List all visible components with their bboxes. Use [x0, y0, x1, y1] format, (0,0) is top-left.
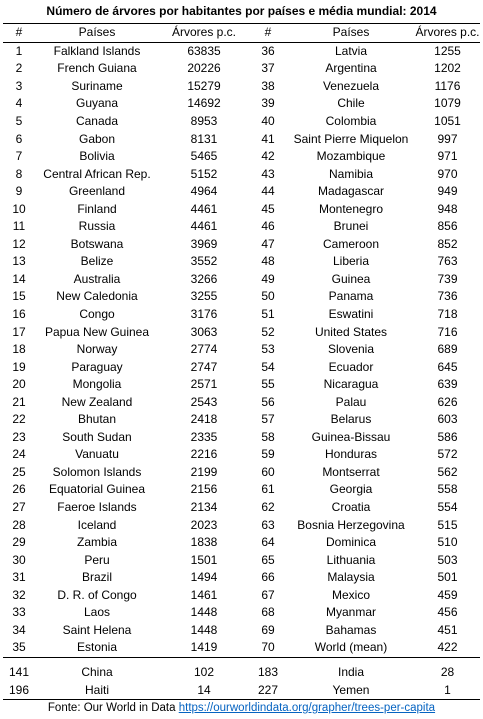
value-cell: 5465 [190, 149, 218, 164]
value-cell: 3255 [190, 289, 218, 304]
rank-cell: 16 [12, 307, 26, 322]
rank-cell: 12 [12, 236, 26, 251]
value-cell: 2199 [190, 464, 218, 479]
value-cell: 1176 [434, 78, 461, 93]
table-row [3, 639, 480, 657]
rank-cell: 33 [12, 605, 26, 620]
country-cell: Papua New Guinea [44, 324, 150, 339]
country-cell: Congo [79, 307, 115, 322]
value-cell: 4461 [190, 219, 218, 234]
value-cell: 456 [437, 605, 458, 620]
table-row [3, 663, 480, 681]
country-cell: Faeroe Islands [57, 500, 137, 515]
value-cell: 4964 [190, 184, 218, 199]
country-cell: Mexico [331, 587, 370, 602]
value-cell: 970 [437, 166, 458, 181]
table-row [3, 516, 480, 534]
country-cell: Central African Rep. [43, 166, 151, 181]
country-cell: Palau [335, 394, 367, 409]
country-cell: Norway [76, 342, 118, 357]
table-row [3, 200, 480, 218]
value-cell: 718 [437, 307, 458, 322]
rank-cell: 60 [261, 464, 275, 479]
rank-cell: 2 [15, 61, 23, 76]
table-row [3, 253, 480, 271]
table-row [3, 130, 480, 148]
country-cell: Peru [84, 552, 110, 567]
country-cell: China [81, 665, 113, 679]
country-cell: Chile [337, 96, 365, 111]
table-row [3, 218, 480, 236]
rank-cell: 61 [261, 482, 275, 497]
rank-cell: 45 [261, 201, 275, 216]
country-cell: Belarus [330, 412, 372, 427]
rank-cell: 25 [12, 464, 26, 479]
rank-cell: 51 [261, 307, 275, 322]
rank-cell: 196 [8, 683, 30, 697]
country-cell: Finland [77, 201, 117, 216]
rank-cell: 46 [261, 219, 275, 234]
country-cell: Montenegro [318, 201, 384, 216]
rank-cell: 28 [12, 517, 26, 532]
table-row [3, 236, 480, 254]
rank-cell: 18 [12, 342, 26, 357]
source-label: Fonte: Our World in Data [47, 702, 176, 714]
rank-cell: 64 [261, 535, 275, 550]
country-cell: Colombia [325, 114, 377, 128]
country-cell: Vanuatu [75, 447, 119, 462]
value-cell: 2774 [190, 342, 218, 357]
country-cell: Slovenia [327, 342, 375, 357]
table-row [3, 481, 480, 499]
header-country: Países [332, 25, 370, 40]
rank-cell: 7 [15, 149, 23, 164]
table-row [3, 306, 480, 324]
value-cell: 3266 [190, 271, 218, 286]
value-cell: 1 [444, 683, 451, 697]
country-cell: Zambia [76, 535, 117, 550]
rank-cell: 32 [12, 587, 26, 602]
value-cell: 2156 [190, 482, 218, 497]
rank-cell: 41 [261, 131, 275, 146]
country-cell: Brazil [81, 570, 112, 585]
rank-cell: 13 [12, 254, 26, 269]
country-cell: Paraguay [71, 359, 123, 374]
value-cell: 586 [437, 429, 458, 444]
country-cell: Bahamas [325, 622, 377, 637]
table-row [3, 95, 480, 113]
value-cell: 1501 [190, 552, 218, 567]
value-cell: 736 [437, 289, 458, 304]
country-cell: Croatia [331, 500, 371, 515]
rank-cell: 37 [261, 61, 275, 76]
country-cell: Panama [328, 289, 374, 304]
rank-cell: 44 [261, 184, 275, 199]
value-cell: 856 [437, 219, 458, 234]
table-row [3, 534, 480, 552]
value-cell: 1051 [434, 114, 461, 128]
table-row [3, 148, 480, 166]
country-cell: Guinea [331, 271, 371, 286]
country-cell: Honduras [324, 447, 378, 462]
rank-cell: 54 [261, 359, 275, 374]
value-cell: 2023 [190, 517, 218, 532]
value-cell: 949 [437, 184, 458, 199]
rank-cell: 1 [15, 43, 23, 58]
value-cell: 558 [437, 482, 458, 497]
value-cell: 2134 [190, 500, 218, 515]
country-cell: Nicaragua [323, 377, 379, 392]
rank-cell: 63 [261, 517, 275, 532]
rank-cell: 29 [12, 535, 26, 550]
rank-cell: 67 [261, 587, 275, 602]
table-row [3, 42, 480, 60]
header-rank: # [15, 25, 23, 40]
rank-cell: 6 [15, 131, 23, 146]
header-row [3, 24, 480, 43]
country-cell: Bolivia [79, 149, 115, 164]
value-cell: 1419 [190, 640, 218, 655]
country-cell: Brunei [333, 219, 369, 234]
value-cell: 997 [437, 131, 458, 146]
rank-cell: 65 [261, 552, 275, 567]
country-cell: Bhutan [77, 412, 117, 427]
country-cell: South Sudan [62, 429, 132, 444]
country-cell: Eswatini [328, 307, 374, 322]
country-cell: Mozambique [316, 149, 386, 164]
value-cell: 1255 [434, 43, 461, 58]
rank-cell: 62 [261, 500, 275, 515]
country-cell: Gabon [78, 131, 116, 146]
table-row [3, 604, 480, 622]
value-cell: 716 [437, 324, 458, 339]
rank-cell: 30 [12, 552, 26, 567]
country-cell: New Zealand [61, 394, 133, 409]
rank-cell: 20 [12, 377, 26, 392]
value-cell: 763 [437, 254, 458, 269]
rank-cell: 4 [15, 96, 23, 111]
country-cell: New Caledonia [56, 289, 138, 304]
country-cell: Malaysia [327, 570, 375, 585]
rank-cell: 40 [261, 114, 275, 128]
table-row [3, 341, 480, 359]
value-cell: 639 [437, 377, 458, 392]
value-cell: 554 [437, 500, 458, 515]
value-cell: 3969 [190, 236, 218, 251]
rank-cell: 50 [261, 289, 275, 304]
rank-cell: 42 [261, 149, 275, 164]
rank-cell: 69 [261, 622, 275, 637]
country-cell: Saint Helena [62, 622, 132, 637]
table-row [3, 499, 480, 517]
value-cell: 948 [437, 201, 458, 216]
country-cell: Argentina [325, 61, 377, 76]
rank-cell: 56 [261, 394, 275, 409]
value-cell: 14692 [187, 96, 221, 111]
value-cell: 515 [437, 517, 458, 532]
country-cell: Georgia [329, 482, 373, 497]
extra-ranking-table [3, 663, 480, 700]
table-row [3, 78, 480, 96]
country-cell: Cameroon [322, 236, 380, 251]
rank-cell: 68 [261, 605, 275, 620]
header-value: Árvores p.c. [415, 25, 480, 40]
table-row [3, 288, 480, 306]
rank-cell: 26 [12, 482, 26, 497]
rank-cell: 38 [261, 78, 275, 93]
value-cell: 501 [437, 570, 458, 585]
rank-cell: 53 [261, 342, 275, 357]
table-row [3, 165, 480, 183]
country-cell: Canada [75, 114, 119, 128]
country-cell: Haiti [84, 683, 109, 697]
rank-cell: 21 [12, 394, 26, 409]
country-cell: Falkland Islands [53, 43, 141, 58]
value-cell: 971 [437, 149, 458, 164]
value-cell: 603 [437, 412, 458, 427]
rank-cell: 11 [12, 219, 26, 234]
value-cell: 1448 [190, 622, 218, 637]
value-cell: 503 [437, 552, 458, 567]
country-cell: World (mean) [314, 640, 388, 655]
value-cell: 510 [437, 535, 458, 550]
country-cell: Laos [83, 605, 111, 620]
value-cell: 2216 [190, 447, 218, 462]
value-cell: 3176 [190, 307, 218, 322]
rank-cell: 141 [8, 665, 30, 679]
table-row [3, 569, 480, 587]
value-cell: 3063 [190, 324, 218, 339]
table-row [3, 60, 480, 78]
table-row [3, 113, 480, 131]
country-cell: Guyana [75, 96, 119, 111]
value-cell: 572 [437, 447, 458, 462]
country-cell: Solomon Islands [52, 464, 142, 479]
rank-cell: 36 [261, 43, 275, 58]
header-value: Árvores p.c. [171, 25, 237, 40]
value-cell: 15279 [187, 78, 221, 93]
value-cell: 2747 [190, 359, 218, 374]
rank-cell: 183 [257, 665, 279, 679]
table-row [3, 323, 480, 341]
rank-cell: 49 [261, 271, 275, 286]
table-row [3, 464, 480, 482]
value-cell: 8953 [190, 114, 218, 128]
table-row [3, 411, 480, 429]
rank-cell: 227 [257, 683, 279, 697]
value-cell: 2571 [190, 377, 218, 392]
country-cell: Lithuania [326, 552, 376, 567]
value-cell: 645 [437, 359, 458, 374]
rank-cell: 23 [12, 429, 26, 444]
value-cell: 8131 [190, 131, 218, 146]
value-cell: 451 [437, 622, 458, 637]
rank-cell: 22 [12, 412, 26, 427]
value-cell: 459 [437, 587, 458, 602]
country-cell: India [337, 665, 365, 679]
rank-cell: 39 [261, 96, 275, 111]
country-cell: Madagascar [317, 184, 385, 199]
table-row [3, 183, 480, 201]
value-cell: 422 [437, 640, 458, 655]
header-rank: # [264, 25, 272, 40]
rank-cell: 55 [261, 377, 275, 392]
value-cell: 689 [437, 342, 458, 357]
value-cell: 852 [437, 236, 458, 251]
country-cell: Myanmar [325, 605, 376, 620]
rank-cell: 48 [261, 254, 275, 269]
value-cell: 739 [437, 271, 458, 286]
value-cell: 1838 [190, 535, 218, 550]
rank-cell: 15 [12, 289, 26, 304]
country-cell: Mongolia [72, 377, 122, 392]
country-cell: Venezuela [322, 78, 380, 93]
value-cell: 1202 [434, 61, 461, 76]
country-cell: Dominica [325, 535, 376, 550]
value-cell: 626 [437, 394, 458, 409]
rank-cell: 17 [12, 324, 26, 339]
ranking-table [3, 23, 480, 658]
value-cell: 2335 [190, 429, 218, 444]
value-cell: 14 [197, 683, 211, 697]
table-title: Número de árvores por habitantes por países e média mundial: 2014 [46, 4, 437, 18]
country-cell: D. R. of Congo [57, 587, 137, 602]
rank-cell: 47 [261, 236, 275, 251]
rank-cell: 3 [15, 78, 23, 93]
country-cell: Latvia [334, 43, 368, 58]
value-cell: 1494 [190, 570, 218, 585]
table-row [3, 393, 480, 411]
value-cell: 1079 [434, 96, 461, 111]
value-cell: 2543 [190, 394, 218, 409]
table-row [3, 358, 480, 376]
rank-cell: 14 [12, 271, 26, 286]
value-cell: 2418 [190, 412, 218, 427]
rank-cell: 19 [12, 359, 26, 374]
country-cell: Belize [80, 254, 114, 269]
country-cell: Botswana [70, 236, 124, 251]
country-cell: Liberia [332, 254, 370, 269]
rank-cell: 27 [12, 500, 26, 515]
rank-cell: 34 [12, 622, 26, 637]
country-cell: Guinea-Bissau [311, 429, 391, 444]
rank-cell: 70 [261, 640, 275, 655]
table-row [3, 446, 480, 464]
table-row [3, 587, 480, 605]
country-cell: Iceland [77, 517, 117, 532]
table-row [3, 271, 480, 289]
table-row [3, 681, 480, 700]
value-cell: 4461 [190, 201, 218, 216]
country-cell: Greenland [68, 184, 126, 199]
country-cell: Ecuador [328, 359, 374, 374]
value-cell: 102 [193, 665, 215, 679]
value-cell: 562 [437, 464, 458, 479]
rank-cell: 9 [15, 184, 23, 199]
table-row [3, 622, 480, 640]
rank-cell: 58 [261, 429, 275, 444]
rank-cell: 57 [261, 412, 275, 427]
country-cell: Russia [78, 219, 116, 234]
country-cell: Estonia [76, 640, 118, 655]
rank-cell: 8 [15, 166, 23, 181]
value-cell: 1448 [190, 605, 218, 620]
country-cell: Montserrat [322, 464, 380, 479]
value-cell: 1461 [190, 587, 218, 602]
rank-cell: 24 [12, 447, 26, 462]
value-cell: 63835 [187, 43, 221, 58]
rank-cell: 66 [261, 570, 275, 585]
rank-cell: 31 [12, 570, 26, 585]
country-cell: Yemen [332, 683, 370, 697]
country-cell: Saint Pierre Miquelon [293, 131, 409, 146]
country-cell: Namibia [328, 166, 373, 181]
value-cell: 28 [440, 665, 455, 679]
value-cell: 20226 [187, 61, 221, 76]
value-cell: 5152 [190, 166, 218, 181]
source-link[interactable]: https://ourworldindata.org/grapher/trees-per-capita [178, 702, 436, 714]
country-cell: Equatorial Guinea [48, 482, 146, 497]
country-cell: Bosnia Herzegovina [297, 517, 405, 532]
rank-cell: 59 [261, 447, 275, 462]
country-cell: French Guiana [57, 61, 137, 76]
rank-cell: 52 [261, 324, 275, 339]
table-row [3, 376, 480, 394]
rank-cell: 43 [261, 166, 275, 181]
table-row [3, 551, 480, 569]
rank-cell: 35 [12, 640, 26, 655]
header-country: Países [78, 25, 116, 40]
source-note [0, 700, 483, 716]
value-cell: 3552 [190, 254, 218, 269]
table-row [3, 429, 480, 447]
country-cell: United States [314, 324, 388, 339]
rank-cell: 5 [15, 114, 23, 128]
country-cell: Suriname [71, 78, 123, 93]
country-cell: Australia [73, 271, 121, 286]
rank-cell: 10 [12, 201, 26, 216]
